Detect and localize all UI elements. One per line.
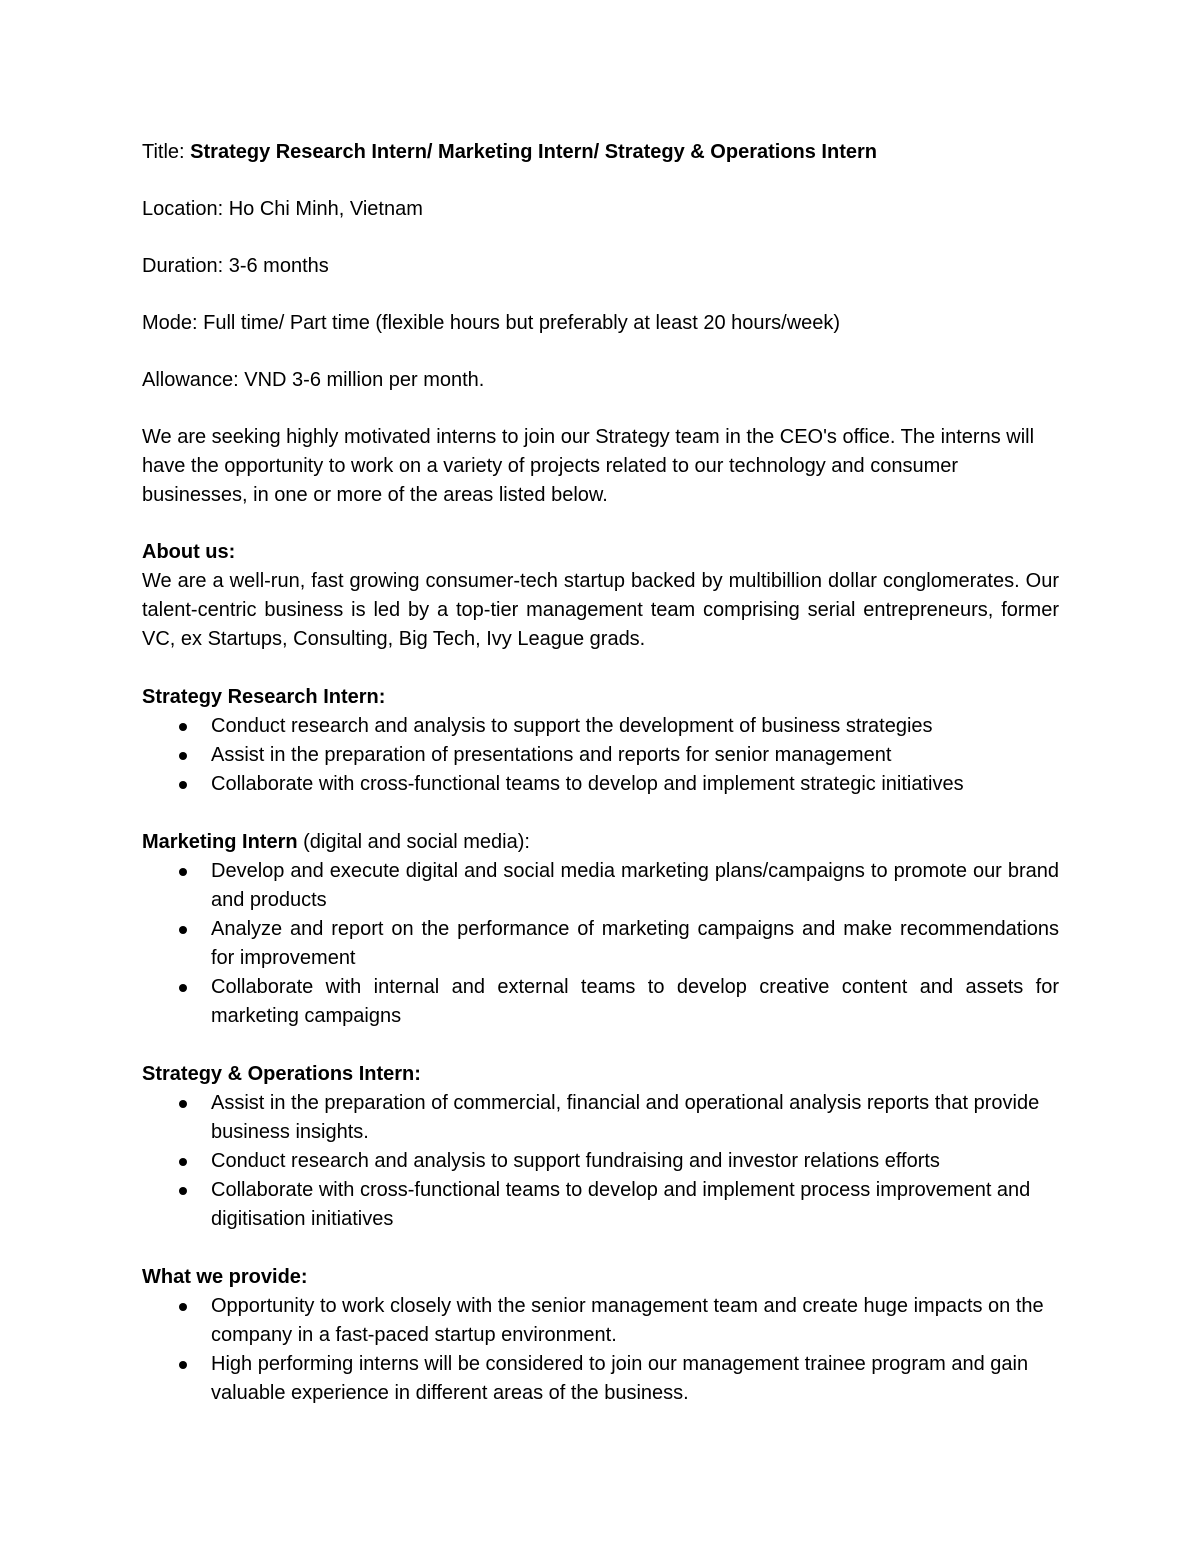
bullet-icon	[179, 1303, 187, 1311]
provide-section	[142, 1263, 1059, 1408]
bullet-icon	[179, 752, 187, 760]
list-item	[142, 770, 1059, 799]
strategy-operations-heading: Strategy & Operations Intern:	[142, 1063, 421, 1085]
list-item-text: High performing interns will be considered to join our management trainee program and gain valuable experience in different areas of the business.	[211, 1353, 1029, 1404]
about-section	[142, 538, 1059, 654]
intro-paragraph: We are seeking highly motivated interns to join our Strategy team in the CEO's office. The interns will have the opportunity to work on a variety of projects related to our technology and consumer businesses, in one or more of the areas listed below.	[142, 426, 1035, 506]
list-item	[142, 1147, 1059, 1176]
list-item-text: Collaborate with internal and external teams to develop creative content and assets for marketing campaigns	[211, 976, 1059, 1027]
bullet-icon	[179, 984, 187, 992]
list-item	[142, 712, 1059, 741]
list-item	[142, 973, 1059, 1031]
list-item	[142, 915, 1059, 973]
provide-heading: What we provide:	[142, 1266, 308, 1288]
list-item-text: Conduct research and analysis to support the development of business strategies	[211, 715, 933, 737]
bullet-icon	[179, 781, 187, 789]
mode-line: Mode: Full time/ Part time (flexible hours but preferably at least 20 hours/week)	[142, 312, 841, 334]
list-item	[142, 741, 1059, 770]
bullet-icon	[179, 1100, 187, 1108]
document-page	[142, 138, 1059, 1437]
list-item-text: Assist in the preparation of commercial, financial and operational analysis reports that provide business insights.	[211, 1092, 1040, 1143]
title-line	[142, 138, 1059, 167]
bullet-icon	[179, 926, 187, 934]
marketing-heading-rest: (digital and social media):	[297, 831, 530, 853]
list-item	[142, 857, 1059, 915]
list-item-text: Collaborate with cross-functional teams to develop and implement process improvement and digitisation initiatives	[211, 1179, 1031, 1230]
duration-line: Duration: 3-6 months	[142, 255, 329, 277]
bullet-icon	[179, 1158, 187, 1166]
strategy-research-heading: Strategy Research Intern:	[142, 686, 386, 708]
list-item-text: Analyze and report on the performance of marketing campaigns and make recommendations for improvement	[211, 918, 1059, 969]
list-item	[142, 1089, 1059, 1147]
marketing-heading-bold: Marketing Intern	[142, 831, 298, 853]
bullet-icon	[179, 1361, 187, 1369]
title-label: Title:	[142, 141, 191, 163]
list-item-text: Conduct research and analysis to support fundraising and investor relations efforts	[211, 1150, 940, 1172]
list-item	[142, 1176, 1059, 1234]
location-line: Location: Ho Chi Minh, Vietnam	[142, 198, 423, 220]
list-item-text: Collaborate with cross-functional teams to develop and implement strategic initiatives	[211, 773, 964, 795]
list-item	[142, 1292, 1059, 1350]
strategy-research-section	[142, 683, 1059, 799]
list-item-text: Develop and execute digital and social media marketing plans/campaigns to promote our brand and products	[211, 860, 1059, 911]
marketing-heading	[142, 828, 1059, 857]
strategy-research-list	[142, 712, 1059, 799]
strategy-operations-list	[142, 1089, 1059, 1234]
provide-list	[142, 1292, 1059, 1408]
strategy-operations-section	[142, 1060, 1059, 1234]
job-title: Strategy Research Intern/ Marketing Intern/ Strategy & Operations Intern	[190, 141, 877, 163]
list-item-text: Opportunity to work closely with the senior management team and create huge impacts on the company in a fast-paced startup environment.	[211, 1295, 1044, 1346]
bullet-icon	[179, 868, 187, 876]
list-item	[142, 1350, 1059, 1408]
about-body: We are a well-run, fast growing consumer-tech startup backed by multibillion dollar conglomerates. Our talent-centric business is led by a top-tier management team comprising serial entrepreneurs, former VC, ex Startups, Consulting, Big Tech, Ivy League grads.	[142, 570, 1059, 650]
marketing-section	[142, 828, 1059, 1031]
bullet-icon	[179, 1187, 187, 1195]
about-heading: About us:	[142, 541, 236, 563]
bullet-icon	[179, 723, 187, 731]
list-item-text: Assist in the preparation of presentations and reports for senior management	[211, 744, 892, 766]
allowance-line: Allowance: VND 3-6 million per month.	[142, 369, 485, 391]
marketing-list	[142, 857, 1059, 1031]
